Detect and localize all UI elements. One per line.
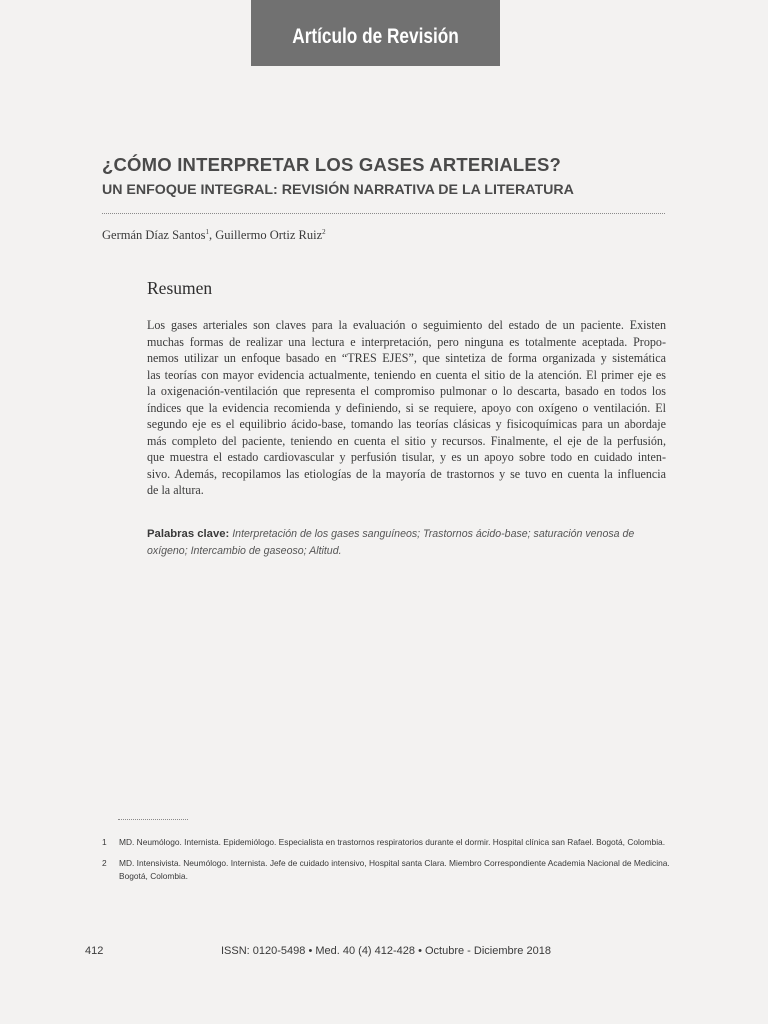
footnote-number: 2	[102, 858, 107, 868]
footnote	[102, 857, 672, 883]
abstract-line: segundo eje es el equilibrio ácido-base, tomando las teorías clásicas y fisicoquímicas para un abordaje	[147, 417, 666, 431]
footnote-text: MD. Neumólogo. Internista. Epidemiólogo. Especialista en trastornos respiratorios durante el dormir. Hospital clínica san Rafael. Bogotá, Colombia.	[119, 837, 666, 847]
footnote-text: MD. Intensivista. Neumólogo. Internista. Jefe de cuidado intensivo, Hospital santa Clara. Miembro Correspondiente Academia Nacional de Medicina. Bogotá, Colombia.	[119, 858, 670, 881]
footnote	[102, 836, 672, 849]
section-banner	[251, 0, 500, 66]
footnote-divider	[118, 819, 188, 820]
keywords	[147, 526, 669, 560]
abstract-line: Los gases arteriales son claves para la evaluación o seguimiento del estado de un paciente. Existen	[147, 318, 666, 332]
abstract-line: las teorías con mayor evidencia actualmente, teniendo en cuenta el sitio de la atención. El primer eje es	[147, 367, 666, 382]
author-list	[102, 228, 326, 243]
title-divider	[102, 213, 665, 214]
author-name: Germán Díaz Santos	[102, 228, 206, 242]
abstract-line: que muestra el estado cardiovascular y perfusión tisular, y es un apoyo sobre todo en cuidado inten-	[147, 450, 666, 464]
article-subtitle: UN ENFOQUE INTEGRAL: REVISIÓN NARRATIVA DE LA LITERATURA	[102, 182, 574, 198]
page-number: 412	[85, 945, 104, 957]
abstract-line: muchas formas de realizar una lectura e interpretación, pero ninguna es totalmente aceptada. Propo-	[147, 334, 666, 349]
abstract-body	[147, 317, 666, 499]
journal-citation: ISSN: 0120-5498 • Med. 40 (4) 412-428 • Octubre - Diciembre 2018	[221, 945, 551, 957]
author-separator: ,	[208, 228, 216, 242]
footnote-number: 1	[102, 837, 107, 847]
abstract-line: índices que la evidencia recomienda y definiendo, si se requiere, apoyo con oxígeno o ventilación. El	[147, 400, 666, 415]
abstract-line: más completo del paciente, teniendo en cuenta el sitio y recursos. Finalmente, el eje de la perfusión,	[147, 433, 666, 448]
abstract-line: nemos utilizar un enfoque basado en “TRES EJES”, que sintetiza de forma organizada y sistemática	[147, 351, 666, 365]
author-ref: 1	[205, 228, 209, 236]
keywords-text: Interpretación de los gases sanguíneos; Trastornos ácido-base; saturación venosa de oxígeno; Intercambio de gaseoso; Altitud.	[147, 528, 635, 557]
author-ref: 2	[322, 228, 326, 236]
abstract-line: sivo. Además, recopilamos las etiologías de la mayoría de trastornos y se tuvo en cuenta la influencia	[147, 466, 666, 481]
article-title: ¿CÓMO INTERPRETAR LOS GASES ARTERIALES?	[102, 154, 562, 175]
keywords-label: Palabras clave:	[147, 528, 230, 540]
abstract-heading: Resumen	[147, 278, 213, 298]
abstract-line: de la altura.	[147, 483, 204, 497]
section-banner-label: Artículo de Revisión	[292, 25, 459, 48]
abstract-line: la oxigenación-ventilación que representa el compromiso pulmonar o lo descarta, basado en todos los	[147, 384, 666, 398]
author-name: Guillermo Ortiz Ruiz	[215, 228, 323, 242]
